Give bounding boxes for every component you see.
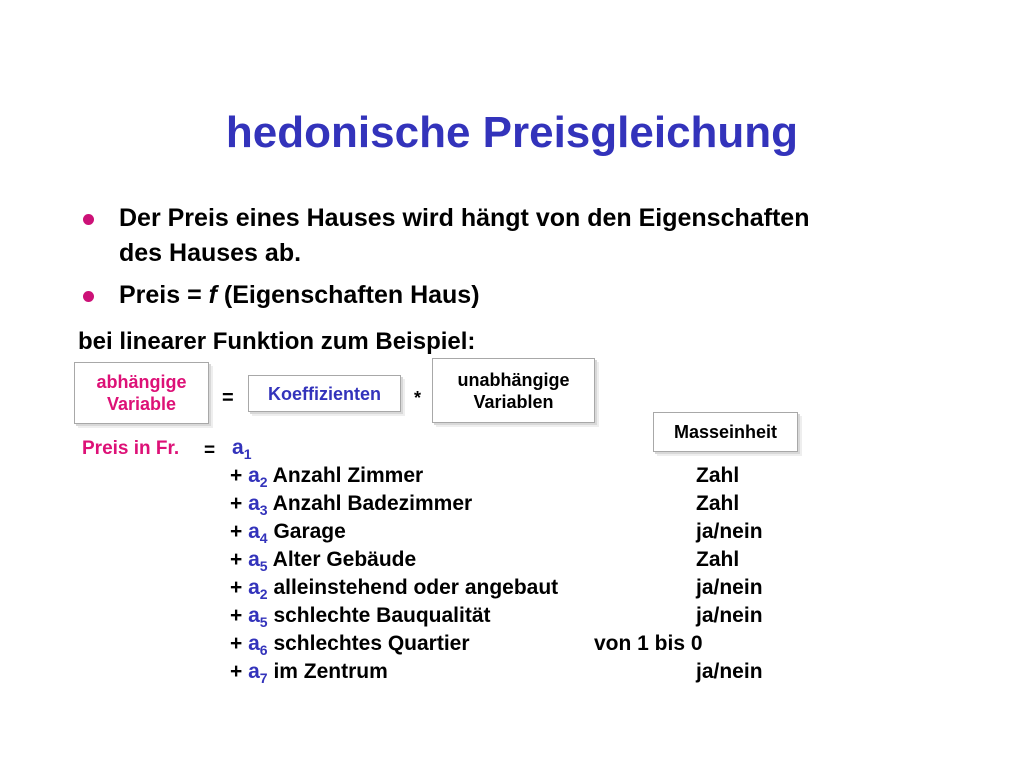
- constant-base: a: [232, 436, 244, 459]
- term-label: Anzahl Zimmer: [272, 464, 424, 487]
- price-label: Preis in Fr.: [82, 438, 180, 459]
- bullet-2-suffix: (Eigenschaften Haus): [216, 281, 480, 309]
- bullet-1: [119, 201, 809, 271]
- unit-value: von 1 bis 0: [594, 632, 703, 655]
- unit-box: [653, 412, 798, 452]
- coefficient-base: a: [248, 492, 260, 515]
- dependent-variable-line-1: abhängige: [96, 372, 187, 392]
- independent-variables-box: [432, 358, 595, 423]
- plus-sign: +: [230, 576, 243, 599]
- equation-lhs: [82, 438, 179, 460]
- constant-coefficient: [232, 436, 251, 460]
- coefficient-base: a: [248, 632, 260, 655]
- coefficient: [248, 660, 268, 686]
- term-row: [230, 490, 558, 518]
- term-row: [230, 546, 558, 574]
- bullet-2-function: f: [208, 281, 217, 309]
- coefficient: [248, 604, 268, 630]
- term-label: schlechte Bauqualität: [273, 604, 491, 627]
- bullet-1-line-1: Der Preis eines Hauses wird hängt von den Eigenschaften: [119, 204, 810, 232]
- term-list: [230, 462, 558, 686]
- independent-variables-line-1: unabhängige: [457, 369, 570, 390]
- coefficient-sub: 4: [259, 530, 268, 546]
- constant-sub: 1: [243, 446, 252, 462]
- term-row: [230, 602, 558, 630]
- coefficient: [248, 576, 268, 602]
- term-label: im Zentrum: [273, 660, 388, 683]
- coefficient-base: a: [248, 660, 260, 683]
- term-row: [230, 658, 558, 686]
- coefficient-sub: 6: [259, 642, 268, 658]
- term-row: [230, 518, 558, 546]
- coefficient: [248, 548, 268, 574]
- bullet-1-line-2: des Hauses ab.: [119, 239, 302, 267]
- term-label: alleinstehend oder angebaut: [273, 576, 559, 599]
- coefficient-sub: 5: [259, 614, 268, 630]
- equation-equals: =: [204, 440, 216, 461]
- unit-value: ja/nein: [696, 604, 763, 627]
- plus-sign: +: [230, 492, 243, 515]
- bullet-2: [119, 278, 480, 313]
- unit-value: ja/nein: [696, 520, 763, 543]
- coefficient-base: a: [248, 576, 260, 599]
- bullet-dot-2: [83, 291, 94, 302]
- coefficient-base: a: [248, 464, 260, 487]
- term-label: Anzahl Badezimmer: [272, 492, 473, 515]
- plus-sign: +: [230, 548, 243, 571]
- unit-value: Zahl: [696, 492, 740, 515]
- bullet-2-prefix: Preis =: [119, 281, 209, 309]
- term-row: [230, 630, 558, 658]
- term-label: Alter Gebäude: [272, 548, 417, 571]
- times-operator: *: [414, 388, 422, 408]
- plus-sign: +: [230, 520, 243, 543]
- coefficient-sub: 3: [259, 502, 268, 518]
- page-title: hedonische Preisgleichung: [225, 108, 799, 157]
- coefficient-sub: 5: [259, 558, 268, 574]
- coefficient: [248, 464, 268, 490]
- independent-variables-line-2: Variablen: [473, 391, 554, 412]
- intro-text: bei linearer Funktion zum Beispiel:: [78, 328, 476, 355]
- plus-sign: +: [230, 632, 243, 655]
- unit-value: ja/nein: [696, 576, 763, 599]
- dependent-variable-box: [74, 362, 209, 424]
- plus-sign: +: [230, 464, 243, 487]
- term-row: [230, 574, 558, 602]
- unit-value: Zahl: [696, 464, 740, 487]
- coefficient-sub: 2: [259, 586, 268, 602]
- equals-operator: =: [222, 387, 234, 409]
- coefficient: [248, 520, 268, 546]
- coefficient-base: a: [248, 520, 260, 543]
- plus-sign: +: [230, 604, 243, 627]
- unit-value: ja/nein: [696, 660, 763, 683]
- bullet-dot-1: [83, 214, 94, 225]
- term-label: Garage: [273, 520, 346, 543]
- coefficients-label: Koeffizienten: [267, 383, 381, 404]
- coefficient-sub: 2: [259, 474, 268, 490]
- term-row: [230, 462, 558, 490]
- unit-value: Zahl: [696, 548, 740, 571]
- coefficient-base: a: [248, 548, 260, 571]
- coefficient: [248, 492, 268, 518]
- coefficient: [248, 632, 268, 658]
- coefficients-box: [248, 375, 401, 412]
- unit-label: Masseinheit: [673, 422, 778, 442]
- coefficient-sub: 7: [259, 670, 268, 686]
- dependent-variable-line-2: Variable: [106, 394, 177, 414]
- term-label: schlechtes Quartier: [273, 632, 470, 655]
- plus-sign: +: [230, 660, 243, 683]
- coefficient-base: a: [248, 604, 260, 627]
